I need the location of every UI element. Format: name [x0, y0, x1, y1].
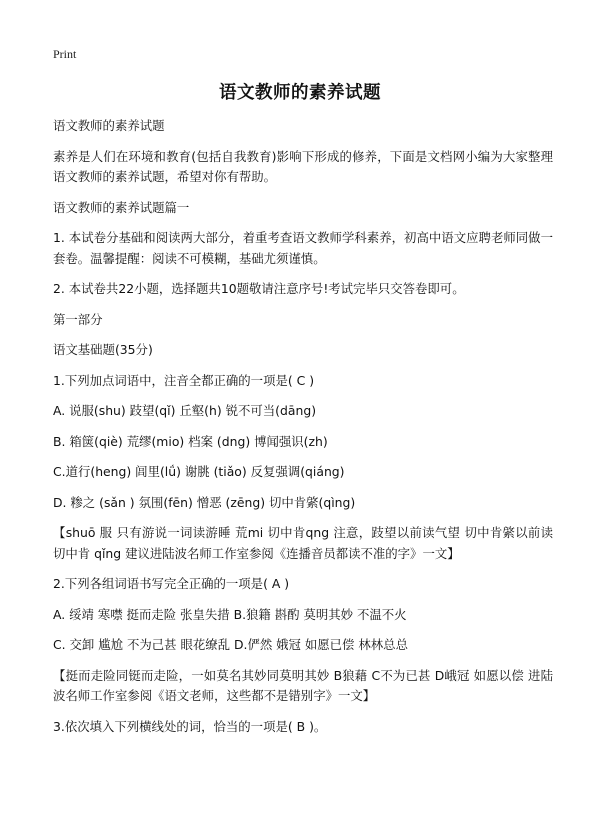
question-1: 1.下列加点词语中，注音全都正确的一项是( C )	[53, 372, 315, 388]
question-1-option-c: C.道行(heng) 闾里(lǘ) 谢朓 (tiǎo) 反复强调(qiáng)	[53, 464, 345, 479]
part-subheading: 语文基础题(35分)	[53, 342, 153, 357]
question-2: 2.下列各组词语书写完全正确的一项是( A )	[53, 576, 290, 591]
document-title: 语文教师的素养试题	[219, 83, 381, 103]
question-3: 3.依次填入下列横线处的词，恰当的一项是( B )。	[53, 718, 327, 734]
section-heading: 语文教师的素养试题篇一	[53, 199, 190, 215]
instruction-2: 2. 本试卷共22小题，选择题共10题敬请注意序号!考试完毕只交答卷即可。	[53, 281, 465, 296]
print-label: Print	[53, 47, 77, 61]
subtitle-paragraph: 语文教师的素养试题	[53, 118, 165, 133]
part-heading: 第一部分	[53, 311, 103, 327]
question-2-options-ab: A. 绥靖 寒噤 挺而走险 张皇失措 B.狼籍 斟酌 莫明其妙 不温不火	[53, 606, 407, 622]
instruction-1: 1. 本试卷分基础和阅读两大部分，着重考查语文教师学科素养，初高中语文应聘老师同做一套卷。温馨提醒：阅读不可模糊，基础尤须谨慎。	[53, 230, 553, 266]
document-body	[53, 116, 553, 747]
question-1-option-d: D. 糁之 (sǎn ) 氛围(fēn) 憎恶 (zēng) 切中肯綮(qìng)	[53, 494, 356, 510]
intro-paragraph: 素养是人们在环境和教育(包括自我教育)影响下形成的修养，下面是文档网小编为大家整理语文教师的素养试题，希望对你有帮助。	[53, 148, 553, 184]
question-2-options-cd: C. 交卸 尴尬 不为己甚 眼花缭乱 D.俨然 娥冠 如愿已偿 林林总总	[53, 637, 408, 652]
question-1-explanation: 【shuō 服 只有游说一词读游睡 荒mi 切中肯qng 注意，跂望以前读气望 切中肯綮以前读切中肯 qǐng 建议进陆波名师工作室参阅《连播音员都读不准的字》一文】	[53, 525, 553, 561]
question-1-option-a: A. 说服(shu) 跂望(qǐ) 丘壑(h) 锐不可当(dāng)	[53, 403, 317, 418]
question-2-explanation: 【挺而走险同铤而走险，一如莫名其妙同莫明其妙 B狼藉 C不为已甚 D峨冠 如愿以偿 进陆波名师工作室参阅《语文老师，这些都不是错别字》一文】	[53, 667, 553, 703]
question-1-option-b: B. 箱箧(qiè) 荒缪(mio) 档案 (dng) 博闻强识(zh)	[53, 433, 328, 449]
